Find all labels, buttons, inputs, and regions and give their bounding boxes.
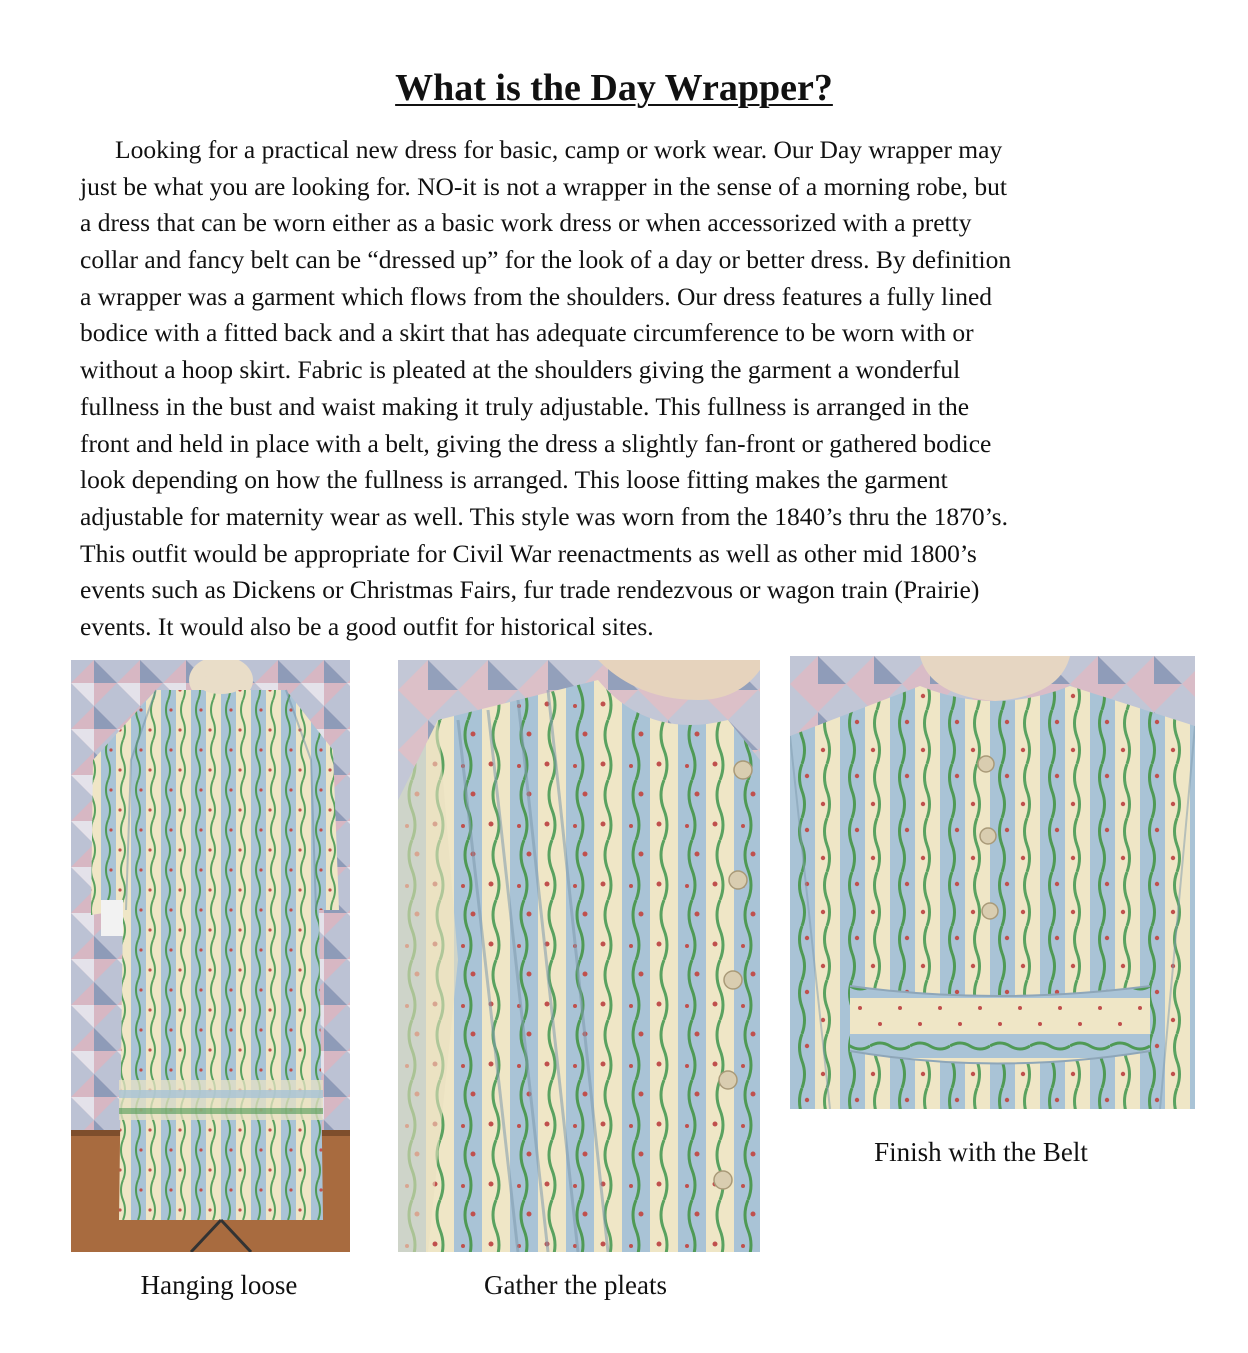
paragraph-line: events. It would also be a good outfit for historical sites.: [80, 611, 654, 641]
paragraph-line: events such as Dickens or Christmas Fairs, fur trade rendezvous or wagon train (Prairie): [80, 575, 980, 605]
photo-finish-with-belt: [790, 656, 1195, 1109]
dress-belt-illustration: [790, 656, 1195, 1109]
paragraph-line: Looking for a practical new dress for basic, camp or work wear. Our Day wrapper may: [115, 135, 1003, 164]
paragraph-line: collar and fancy belt can be “dressed up” for the look of a day or better dress. By definition: [80, 245, 1012, 275]
paragraph-line: bodice with a fitted back and a skirt that has adequate circumference to be worn with or: [80, 318, 974, 348]
paragraph-line: a wrapper was a garment which flows from the shoulders. Our dress features a fully lined: [80, 281, 993, 311]
paragraph-line: fullness in the bust and waist making it truly adjustable. This fullness is arranged in the: [80, 391, 970, 421]
caption-hanging-loose: Hanging loose: [140, 1270, 298, 1300]
description-paragraph: [80, 132, 1170, 646]
paragraph-line: without a hoop skirt. Fabric is pleated at the shoulders giving the garment a wonderful: [80, 355, 961, 385]
dress-full-illustration: [71, 660, 350, 1252]
photo-gather-the-pleats: [398, 660, 760, 1252]
photo-hanging-loose: [71, 660, 350, 1252]
page-title: What is the Day Wrapper?: [395, 67, 833, 109]
caption-gather-the-pleats: Gather the pleats: [484, 1270, 667, 1300]
paragraph-line: front and held in place with a belt, giving the dress a slightly fan-front or gathered bodice: [80, 428, 992, 458]
paragraph-line: look depending on how the fullness is arranged. This loose fitting makes the garment: [80, 465, 948, 495]
paragraph-line: a dress that can be worn either as a basic work dress or when accessorized with a pretty: [80, 208, 972, 238]
paragraph-line: just be what you are looking for. NO-it is not a wrapper in the sense of a morning robe, but: [80, 171, 1008, 201]
dress-pleats-illustration: [398, 660, 760, 1252]
paragraph-line: adjustable for maternity wear as well. This style was worn from the 1840’s thru the 1870’s.: [80, 501, 1008, 531]
paragraph-line: This outfit would be appropriate for Civil War reenactments as well as other mid 1800’s: [80, 538, 977, 568]
caption-finish-with-belt: Finish with the Belt: [874, 1137, 1088, 1167]
